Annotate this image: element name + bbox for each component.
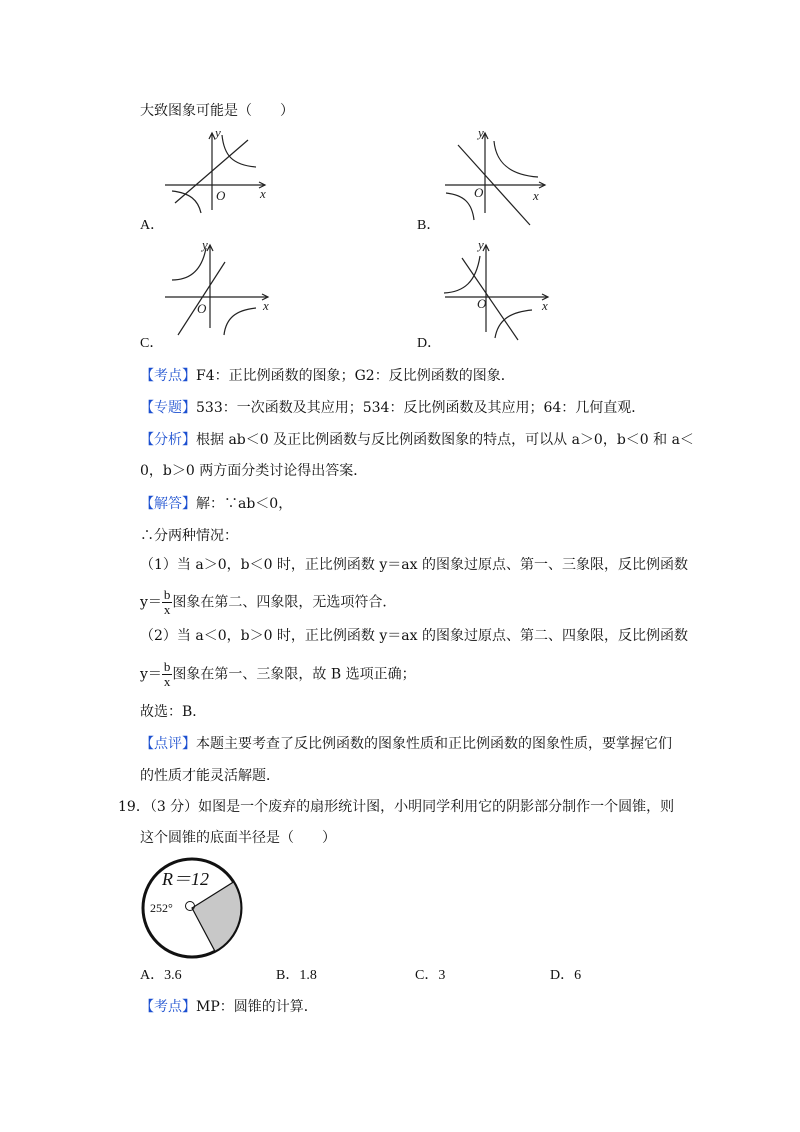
x-axis-label: x <box>263 298 269 313</box>
graph-option-a <box>160 125 280 215</box>
case2-suffix: 图象在第一、三象限，故 B 选项正确； <box>172 666 416 683</box>
radius-label: R＝12 <box>162 869 209 889</box>
kaodian2-tag: 【考点】 <box>140 999 196 1015</box>
option-b-label: B． <box>417 218 441 233</box>
q19-option-a: A．3.6 <box>140 968 182 983</box>
fraction-numerator: b <box>163 587 171 602</box>
fenxi-line1 <box>140 430 694 450</box>
answer-line: 故选：B． <box>140 704 207 720</box>
y-axis-label: y <box>202 237 208 252</box>
origin-label: O <box>477 296 487 311</box>
zhuanti-line <box>140 398 645 418</box>
case2-line2 <box>140 660 416 689</box>
case1-line1: （1）当 a＞0，b＜0 时，正比例函数 y＝ax 的图象过原点、第一、三象限，反比例函数 <box>140 557 688 573</box>
origin-label: O <box>474 185 484 200</box>
dianping-line1 <box>140 734 672 754</box>
case1-fraction <box>162 588 173 617</box>
fraction-denominator: x <box>163 674 171 689</box>
case1-line2 <box>140 588 396 617</box>
case2-line1: （2）当 a＜0，b＞0 时，正比例函数 y＝ax 的图象过原点、第二、四象限，反比例函数 <box>140 628 688 644</box>
dianping-tag: 【点评】 <box>140 736 196 752</box>
jieda-line <box>140 494 292 514</box>
kaodian2-line <box>140 997 318 1017</box>
q19-option-c: C．3 <box>415 968 446 983</box>
jieda-text: 解：∵ab＜0， <box>196 496 293 512</box>
q19-option-d: D．6 <box>550 968 582 983</box>
y-axis-label: y <box>478 237 484 252</box>
graph-option-b <box>440 125 560 220</box>
graph-option-d <box>440 237 560 335</box>
sector-chart-figure <box>140 856 244 960</box>
option-c-label: C． <box>140 336 164 351</box>
dianping-text-1: 本题主要考查了反比例函数的图象性质和正比例函数的图象性质，要掌握它们 <box>196 736 672 752</box>
fraction-denominator: x <box>163 602 171 617</box>
fenxi-line2: 0，b＞0 两方面分类讨论得出答案． <box>140 463 368 479</box>
kaodian-text: F4：正比例函数的图象；G2：反比例函数的图象． <box>196 368 515 384</box>
q19-line1: 19．（3 分）如图是一个废弃的扇形统计图，小明同学利用它的阴影部分制作一个圆锥，则 <box>118 799 675 815</box>
y-axis-label: y <box>215 125 221 140</box>
kaodian-tag: 【考点】 <box>140 368 196 384</box>
case1-suffix: 图象在第二、四象限，无选项符合． <box>172 594 397 611</box>
origin-label: O <box>216 188 226 203</box>
cases-intro: ∴分两种情况： <box>140 528 238 544</box>
option-a-label: A． <box>140 218 165 233</box>
fraction-numerator: b <box>163 659 171 674</box>
case1-prefix: y＝ <box>140 594 162 611</box>
y-axis-label: y <box>478 125 484 140</box>
graph-option-c <box>160 237 280 335</box>
dianping-line2: 的性质才能灵活解题． <box>140 768 280 784</box>
q19-line2: 这个圆锥的底面半径是（ ） <box>140 830 336 846</box>
option-d-label: D． <box>417 336 442 351</box>
jieda-tag: 【解答】 <box>140 496 196 512</box>
origin-label: O <box>197 301 207 316</box>
case2-fraction <box>162 660 173 689</box>
fenxi-text-1: 根据 ab＜0 及正比例函数与反比例函数图象的特点，可以从 a＞0，b＜0 和 a＜ <box>196 432 694 448</box>
x-axis-label: x <box>260 186 266 201</box>
angle-label: 252° <box>150 901 173 915</box>
fenxi-tag: 【分析】 <box>140 432 196 448</box>
x-axis-label: x <box>533 188 539 203</box>
kaodian-line <box>140 366 515 386</box>
x-axis-label: x <box>542 298 548 313</box>
question-stem-tail: 大致图象可能是（ ） <box>140 103 294 119</box>
q19-option-b: B．1.8 <box>276 968 317 983</box>
kaodian2-text: MP：圆锥的计算． <box>196 999 318 1015</box>
case2-prefix: y＝ <box>140 666 162 683</box>
zhuanti-text: 533：一次函数及其应用；534：反比例函数及其应用；64：几何直观． <box>196 400 646 416</box>
zhuanti-tag: 【专题】 <box>140 400 196 416</box>
